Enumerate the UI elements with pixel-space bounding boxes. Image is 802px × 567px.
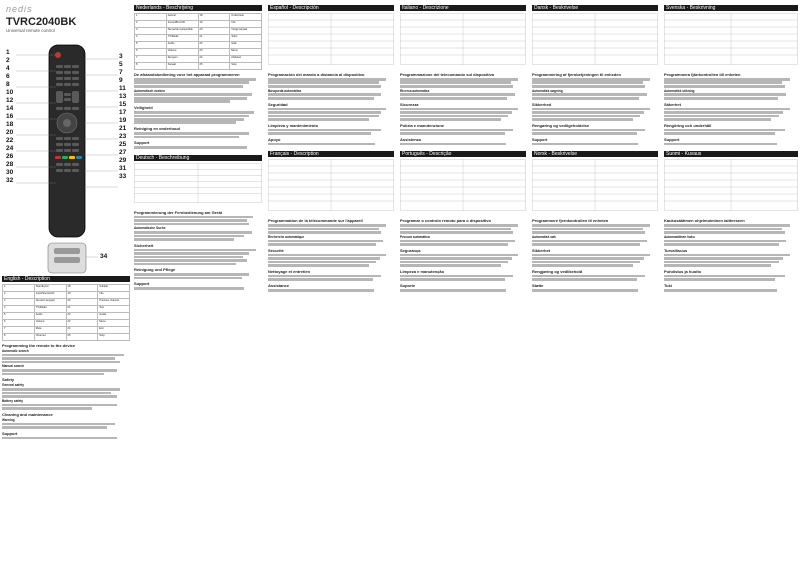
francais-auto-heading: Recherche automatique (268, 234, 305, 239)
portugues-auto-heading: Procura automática (400, 234, 430, 239)
nederlands-support-heading: Support (134, 140, 150, 146)
section-header-norsk: Norsk - Beskrivelse (532, 151, 658, 157)
callout-number-battery: 34 (100, 253, 108, 260)
product-subtitle: Universal remote control (6, 28, 55, 33)
section-header-dansk: Dansk - Beskrivelse (532, 5, 658, 11)
callout-number: 2 (6, 57, 10, 64)
callout-number: 24 (6, 145, 14, 152)
francais-program-heading: Programmation de la télécommande sur l'appareil (268, 218, 363, 224)
dansk-cleaning-heading: Rengøring og vedligeholdelse (532, 122, 590, 128)
suomi-support-heading: Tuki (664, 282, 672, 288)
callout-number: 23 (119, 133, 127, 140)
callout-number: 17 (119, 109, 127, 116)
model-title: TVRC2040BK (6, 16, 77, 28)
dansk-support-heading: Support (532, 136, 548, 142)
section-header-nederlands: Nederlands - Beschrijving (134, 5, 262, 11)
callout-number: 8 (6, 81, 10, 88)
suomi-program-heading: Kaukosäätimen ohjelmoiminen laitteeseen (664, 218, 745, 224)
callout-number: 20 (6, 129, 14, 136)
callout-number: 3 (119, 53, 123, 60)
deutsch-program-heading: Programmierung der Fernbedienung am Gerät (134, 209, 223, 215)
english-safety-heading: Safety (2, 377, 15, 383)
callout-number: 1 (6, 49, 10, 56)
brand-logo: nedis (6, 4, 33, 14)
francais-safety-heading: Sécurité (268, 247, 284, 253)
espanol-auto-heading: Búsqueda automática (268, 88, 302, 93)
english-cleaning-heading: Cleaning and maintenance (2, 411, 53, 417)
italiano-support-heading: Assistenza (400, 136, 421, 142)
norsk-key-table-outline (532, 159, 658, 211)
section-header-francais: Français - Description (268, 151, 394, 157)
callout-number: 19 (119, 117, 127, 124)
english-key-table: 1 Standby/on 18 Subtitle 2 Input/Source/AV 19 Info 3 Numeric keypad 20 Previous channel 4 TV/Radio 21 Text 5 Audio 22 Guide 6 Volume 23 Menu 7 Mute 24 Exit 8 Channel 25 Stop (2, 284, 130, 341)
portugues-key-table-outline (400, 159, 526, 211)
italiano-cleaning-heading: Pulizia e manutenzione (400, 122, 445, 128)
callout-number: 26 (6, 153, 14, 160)
callout-number: 30 (6, 169, 14, 176)
suomi-auto-heading: Automaattinen haku (664, 234, 695, 239)
section-header-svenska: Svenska - Beskrivning (664, 5, 798, 11)
norsk-cleaning-heading: Rengjøring og vedlikehold (532, 268, 583, 274)
dansk-safety-heading: Sikkerhed (532, 101, 552, 107)
italiano-auto-heading: Ricerca automatica (400, 88, 430, 93)
suomi-safety-heading: Turvallisuus (664, 247, 688, 253)
callout-number: 18 (6, 121, 14, 128)
section-header-italiano: Italiano - Descrizione (400, 5, 526, 11)
callout-number: 27 (119, 149, 127, 156)
callout-number: 22 (6, 137, 14, 144)
svenska-safety-heading: Säkerhet (664, 101, 681, 107)
callout-number: 33 (119, 173, 127, 180)
norsk-support-heading: Støtte (532, 282, 544, 288)
deutsch-cleaning-heading: Reinigung und Pflege (134, 267, 176, 273)
callout-number: 21 (119, 125, 127, 132)
callout-number: 32 (6, 177, 14, 184)
suomi-key-table-outline (664, 159, 798, 211)
dansk-key-table-outline (532, 13, 658, 65)
callout-number: 11 (119, 85, 126, 92)
francais-support-heading: Assistance (268, 282, 290, 288)
callout-number: 14 (6, 105, 14, 112)
english-warning-heading: Warning (2, 417, 15, 422)
column-es-fr (268, 4, 394, 564)
callout-number: 29 (119, 157, 127, 164)
deutsch-key-table-outline (134, 163, 262, 203)
nederlands-auto-heading: Automatisch zoeken (134, 88, 165, 93)
dansk-auto-heading: Automatisk søgning (532, 88, 563, 93)
callout-number: 16 (6, 113, 14, 120)
callout-number: 7 (119, 69, 123, 76)
italiano-safety-heading: Sicurezza (400, 101, 419, 107)
english-support-heading: Support (2, 430, 18, 436)
ok-button-shape (63, 119, 71, 127)
francais-key-table-outline (268, 159, 394, 211)
portugues-program-heading: Programar o controlo remoto para o dispositivo (400, 218, 491, 224)
portugues-cleaning-heading: Limpeza e manutenção (400, 268, 445, 274)
column-english (2, 4, 130, 564)
norsk-auto-heading: Automatisk søk (532, 234, 556, 239)
portugues-safety-heading: Segurança (400, 247, 421, 253)
column-da-no (532, 4, 658, 564)
section-header-suomi: Suomi - Kuvaus (664, 151, 798, 157)
nederlands-cleaning-heading: Reiniging en onderhoud (134, 126, 180, 132)
deutsch-support-heading: Support (134, 281, 150, 287)
column-sv-fi (664, 4, 798, 564)
dansk-program-heading: Programmering af fjernbetjeningen til enheden (532, 72, 621, 77)
section-header-portugues: Português - Descrição (400, 151, 526, 157)
svenska-program-heading: Programmera fjärrkontrollen till enheten (664, 72, 741, 77)
espanol-safety-heading: Seguridad (268, 101, 288, 107)
portugues-support-heading: Suporte (400, 282, 416, 288)
deutsch-safety-heading: Sicherheit (134, 242, 154, 248)
callout-number: 25 (119, 141, 127, 148)
svenska-cleaning-heading: Rengöring och underhåll (664, 122, 712, 128)
callout-number: 10 (6, 89, 14, 96)
english-auto-heading: Automatic search (2, 349, 29, 353)
deutsch-auto-heading: Automatische Suche (134, 226, 166, 231)
english-program-heading: Programming the remote to the device (2, 343, 76, 348)
francais-cleaning-heading: Nettoyage et entretien (268, 268, 311, 274)
callout-number: 6 (6, 73, 10, 80)
norsk-safety-heading: Sikkerhet (532, 247, 551, 253)
remote-control-image (2, 35, 130, 275)
english-general-safety-heading: General safety (2, 383, 24, 388)
svenska-support-heading: Support (664, 136, 680, 142)
norsk-program-heading: Programmere fjernkontrollen til enheten (532, 218, 609, 224)
callout-number: 15 (119, 101, 127, 108)
english-manual-heading: Manual search (2, 364, 25, 369)
section-header-espanol: Español - Descripción (268, 5, 394, 11)
italiano-program-heading: Programmazione del telecomando sul dispositivo (400, 72, 495, 77)
espanol-cleaning-heading: Limpieza y mantenimiento (268, 122, 319, 128)
nederlands-key-table: 1 Aan/uit 18 Ondertitels 2 Invoer/Bron/AV 19 Info 3 Numeriek toetsenblok 20 Vorige kanaal 4 TV/Radio 21 Tekst 5 Audio 22 Gids 6 Volume 23 Menu 7 Dempen 24 Afsluiten 8 Kanaal 25 Stop (134, 13, 262, 70)
callout-number: 31 (119, 165, 127, 172)
svenska-key-table-outline (664, 13, 798, 65)
english-battery-heading: Battery safety (2, 398, 24, 403)
svenska-auto-heading: Automatisk sökning (664, 88, 695, 93)
nederlands-program-heading: De afstandsbediening voor het apparaat programmeren (134, 72, 240, 77)
espanol-program-heading: Programación del mando a distancia al dispositivo (268, 72, 365, 77)
callout-number: 4 (6, 65, 10, 72)
section-header-deutsch: Deutsch - Beschreibung (134, 155, 262, 161)
espanol-key-table-outline (268, 13, 394, 65)
italiano-key-table-outline (400, 13, 526, 65)
callout-number: 5 (119, 61, 123, 68)
suomi-cleaning-heading: Puhdistus ja huolto (664, 268, 702, 274)
column-nl-de (134, 4, 262, 564)
espanol-support-heading: Apoyo (268, 136, 281, 142)
callout-number: 9 (119, 77, 123, 84)
nederlands-safety-heading: Veiligheid (134, 105, 153, 111)
section-header-english: English - Description (2, 276, 130, 282)
remote-illustration (2, 35, 130, 275)
column-it-pt (400, 4, 526, 564)
callout-number: 28 (6, 161, 14, 168)
callout-number: 12 (6, 97, 14, 104)
callout-number: 13 (119, 93, 127, 100)
